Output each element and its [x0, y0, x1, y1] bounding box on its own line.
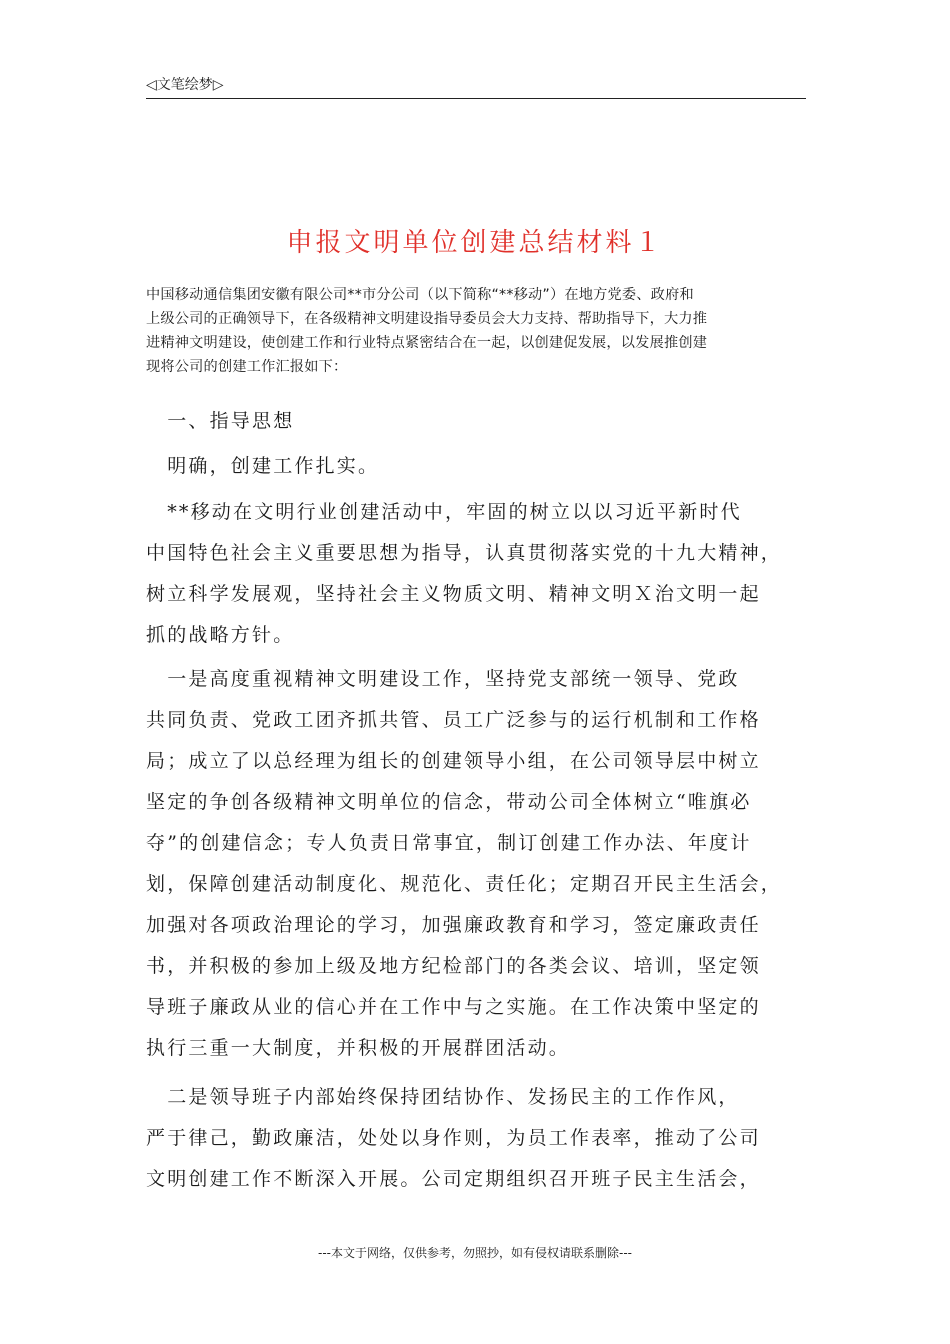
paragraph-line: 坚定的争创各级精神文明单位的信念，带动公司全体树立“唯旗必 [146, 791, 752, 813]
paragraph-line: 加强对各项政治理论的学习，加强廉政教育和学习，签定廉政责任 [146, 914, 761, 936]
page-footer-disclaimer: ---本文于网络，仅供参考，勿照抄，如有侵权请联系删除--- [318, 1246, 632, 1260]
paragraph-line: 树立科学发展观，坚持社会主义物质文明、精神文明Ｘ治文明一起 [146, 583, 761, 605]
paragraph-line: 抓的战略方针。 [146, 624, 295, 646]
paragraph-line: 共同负责、党政工团齐抓共管、员工广泛参与的运行机制和工作格 [146, 709, 761, 731]
paragraph-line: 文明创建工作不断深入开展。公司定期组织召开班子民主生活会， [146, 1168, 761, 1190]
header-brand: ◁文笔绘梦▷ [146, 77, 224, 93]
intro-line: 现将公司的创建工作汇报如下： [146, 359, 348, 375]
paragraph-line: 局；成立了以总经理为组长的创建领导小组，在公司领导层中树立 [146, 750, 761, 772]
page-header [146, 72, 806, 99]
paragraph-line: 一是高度重视精神文明建设工作，坚持党支部统一领导、党政 [146, 668, 740, 690]
paragraph-line: **移动在文明行业创建活动中，牢固的树立以以习近平新时代 [146, 501, 742, 523]
subheading: 明确，创建工作扎实。 [146, 455, 380, 477]
paragraph-point-one [146, 659, 808, 1069]
paragraph-line: 导班子廉政从业的信心并在工作中与之实施。在工作决策中坚定的 [146, 996, 761, 1018]
intro-line: 上级公司的正确领导下，在各级精神文明建设指导委员会大力支持、帮助指导下，大力推 [146, 311, 708, 327]
paragraph-line: 严于律己，勤政廉洁，处处以身作则，为员工作表率，推动了公司 [146, 1127, 761, 1149]
paragraph-line: 二是领导班子内部始终保持团结协作、发扬民主的工作作风， [146, 1086, 740, 1108]
paragraph-point-two [146, 1077, 808, 1200]
intro-paragraph [146, 283, 810, 379]
paragraph-line: 书，并积极的参加上级及地方纪检部门的各类会议、培训，坚定领 [146, 955, 761, 977]
paragraph-line: 中国特色社会主义重要思想为指导，认真贯彻落实党的十九大精神， [146, 542, 783, 564]
intro-line: 进精神文明建设，使创建工作和行业特点紧密结合在一起，以创建促发展，以发展推创建 [146, 335, 708, 351]
paragraph-guiding [146, 492, 808, 656]
document-title: 申报文明单位创建总结材料１ [286, 228, 664, 258]
paragraph-line: 执行三重一大制度，并积极的开展群团活动。 [146, 1037, 571, 1059]
paragraph-line: 夺”的创建信念；专人负责日常事宜，制订创建工作办法、年度计 [146, 832, 752, 854]
section-heading-block [146, 401, 808, 487]
intro-line: 中国移动通信集团安徽有限公司**市分公司（以下简称“**移动”）在地方党委、政府和 [146, 287, 694, 303]
paragraph-line: 划，保障创建活动制度化、规范化、责任化；定期召开民主生活会， [146, 873, 783, 895]
section-heading: 一、指导思想 [146, 410, 295, 432]
